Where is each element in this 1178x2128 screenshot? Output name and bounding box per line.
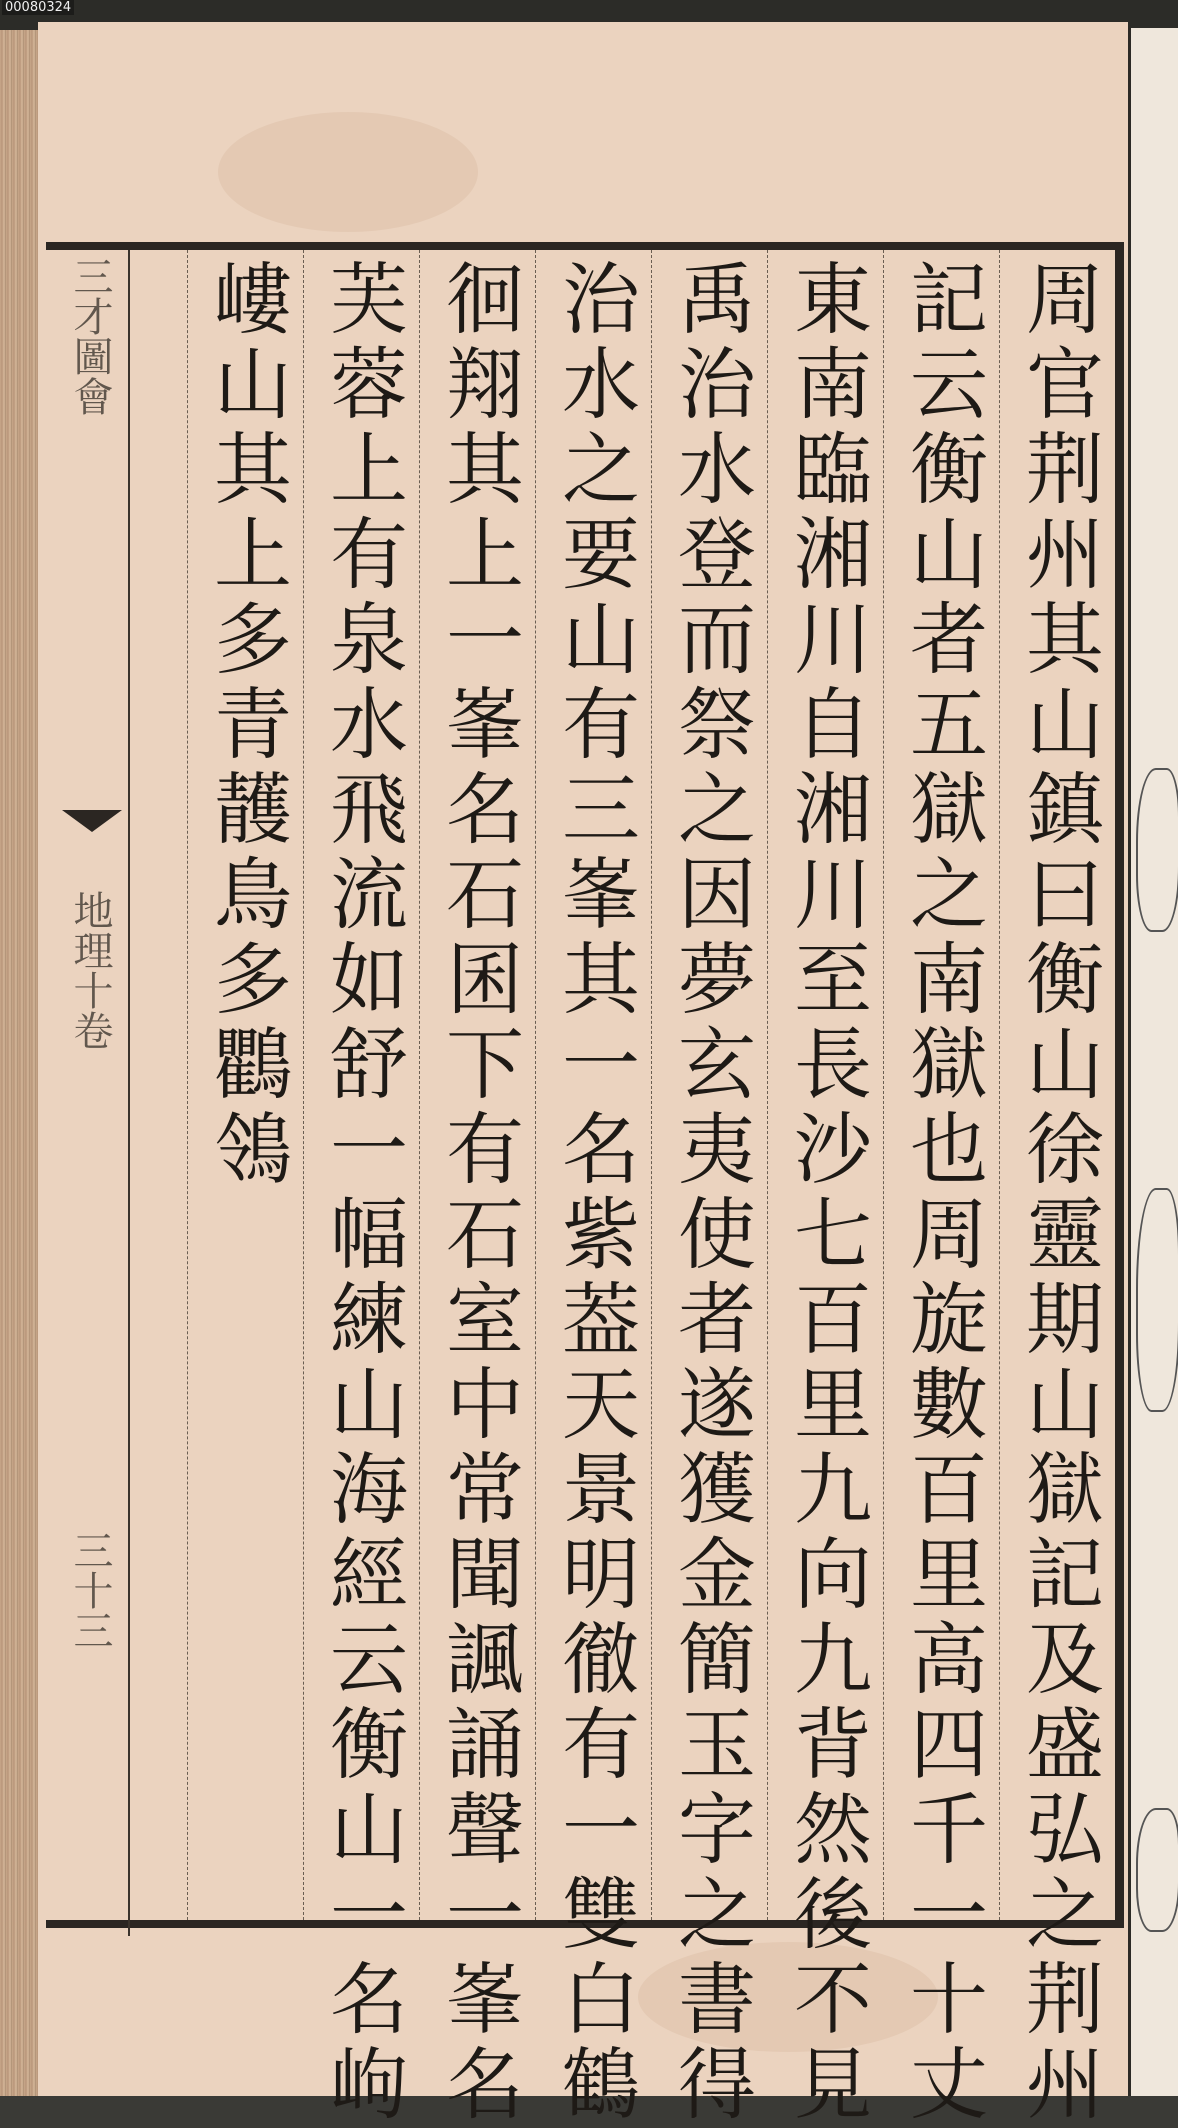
text-column: 嶁山其上多青䨼鳥多鸜鴒 <box>187 250 303 1920</box>
page-number: 三十三 <box>67 1530 113 1650</box>
text-column: 周官荆州其山鎮曰衡山徐靈期山獄記及盛弘之荆州 <box>999 250 1115 1920</box>
facing-page-illustration <box>1128 28 1178 2096</box>
scan-id: 00080324 <box>2 0 74 15</box>
mountain-sketch-icon <box>1136 1808 1178 1932</box>
mountain-sketch-icon <box>1136 1188 1178 1412</box>
text-column: 芙蓉上有泉水飛流如舒一幅練山海經云衡山一名岣 <box>303 250 419 1920</box>
text-column: 治水之要山有三峯其一名紫葢天景明徹有一雙白鶴 <box>535 250 651 1920</box>
text-column: 徊翔其上一峯名石囷下有石室中常聞諷誦聲一峯名 <box>419 250 535 1920</box>
book-title: 三才圖會 <box>67 256 113 416</box>
text-columns <box>130 250 1115 2128</box>
text-column: 禹治水登而祭之因夢玄夷使者遂獲金簡玉字之書得 <box>651 250 767 1920</box>
mountain-sketch-icon <box>1136 768 1178 932</box>
block-mouth <box>56 250 130 1936</box>
fishtail-mark-icon <box>62 810 122 832</box>
text-frame <box>46 242 1124 2128</box>
text-column: 東南臨湘川自湘川至長沙七百里九向九背然後不見 <box>767 250 883 1920</box>
book-page <box>38 22 1128 2128</box>
section-label: 地理十卷 <box>67 890 113 1050</box>
book-page-edges <box>0 30 40 2096</box>
text-column: 記云衡山者五獄之南獄也周旋數百里高四千一十丈 <box>883 250 999 1920</box>
